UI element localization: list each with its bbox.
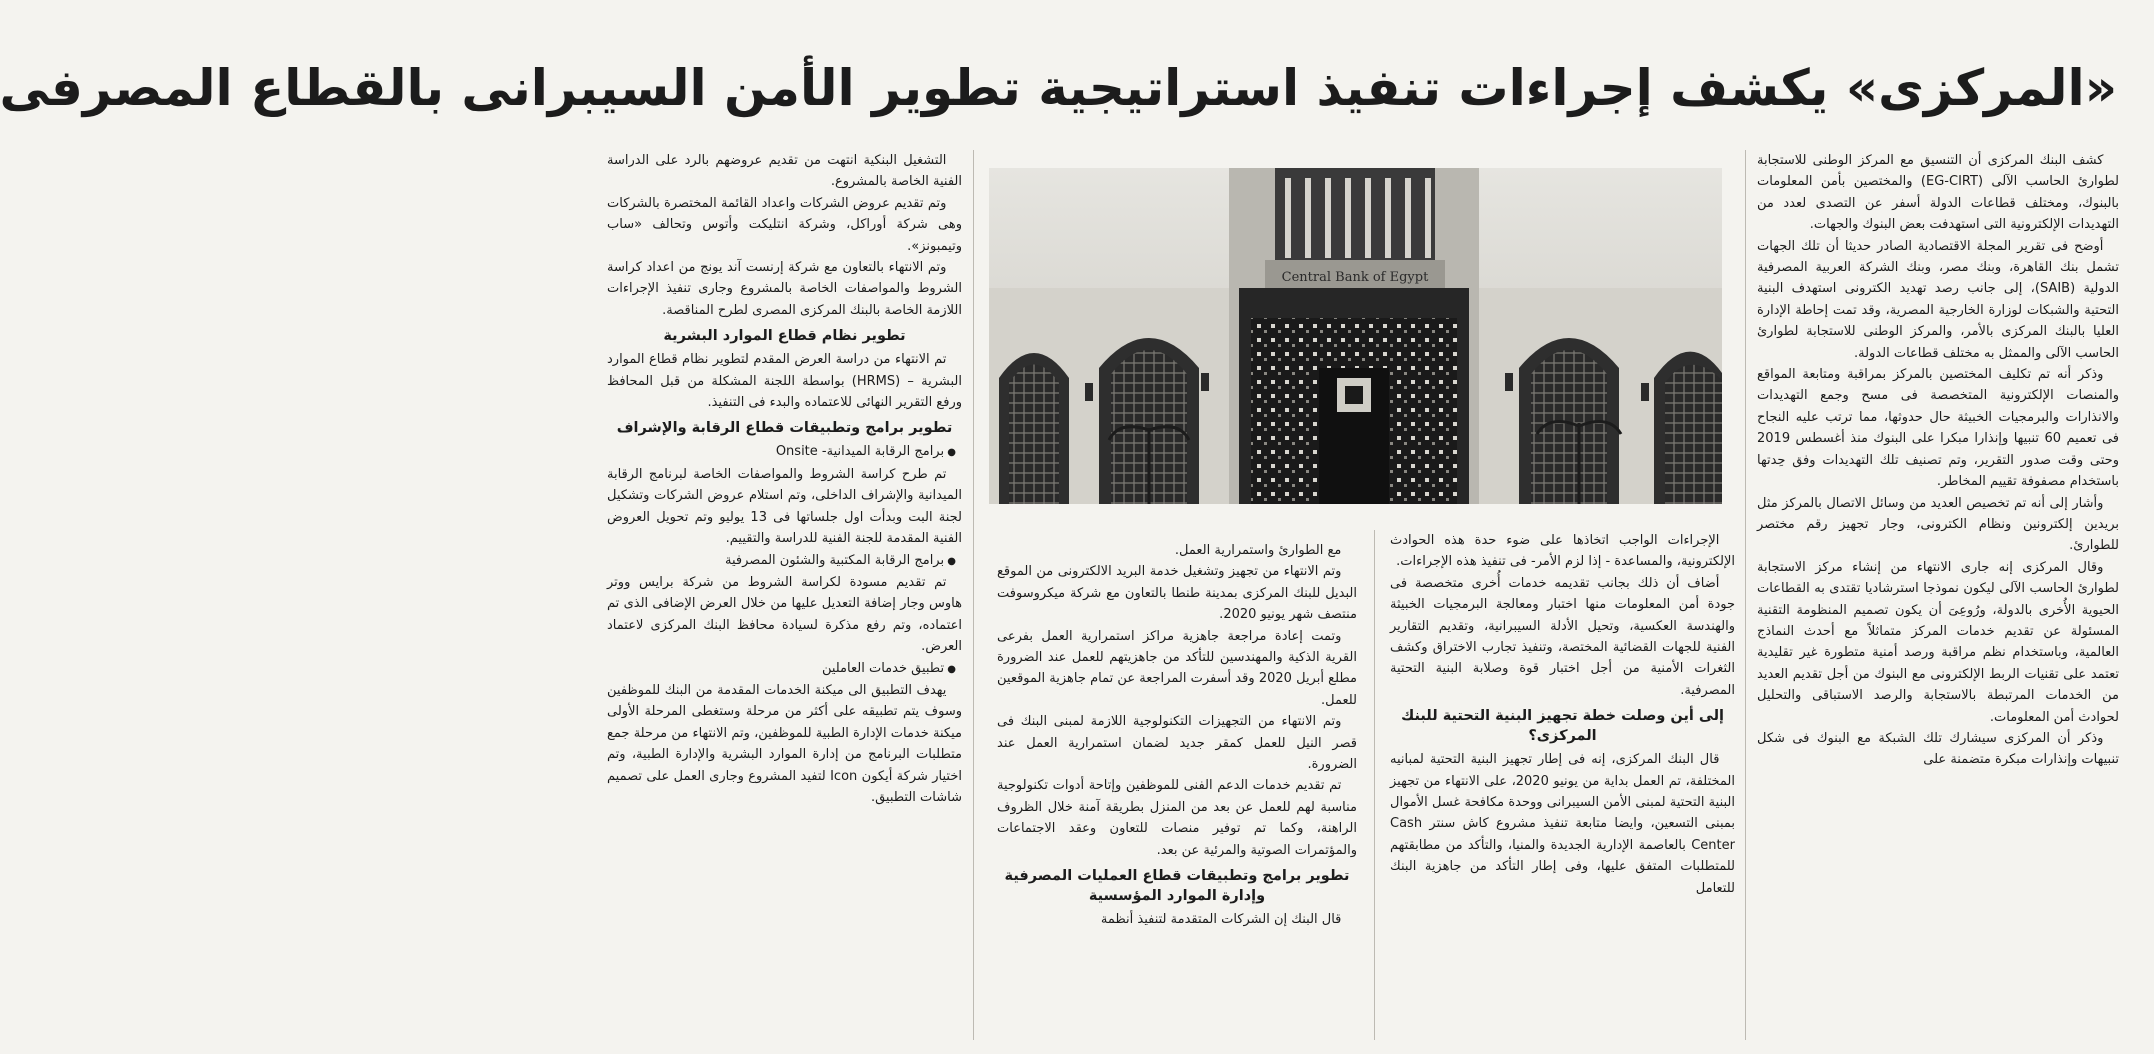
paragraph: أضاف أن ذلك بجانب تقديمه خدمات أُخرى متخصصة فى جودة أمن المعلومات منها اختبار ومعالجة البرمجيات الخبيثة والهندسة العكسية، وتحيل الأدلة السيبرانية، وتقديم التقارير الفنية للجهات القضائية المختصة، وتنفيذ تجارب الاختراق وكشف الثغرات الأمنية من أجل اختبار قوة وصلابة البنية التحتية المصرفية. <box>1390 575 1735 698</box>
paragraph: كشف البنك المركزى أن التنسيق مع المركز الوطنى للاستجابة لطوارئ الحاسب الآلى (EG-CIRT) والمختصين بأمن المعلومات بالبنوك، ومختلف قطاعات الدولة أسفر عن التصدى لعدد من التهديدات الإلكترونية التى استهدفت بعض البنوك والجهات. <box>1757 153 2119 233</box>
subheading: إلى أين وصلت خطة تجهيز البنية التحتية للبنك المركزى؟ <box>1400 708 1725 745</box>
paragraph: أوضح فى تقرير المجلة الاقتصادية الصادر حديثا أن تلك الجهات تشمل بنك القاهرة، وبنك مصر، وبنك الشركة العربية المصرفية الدولية (SAIB)، إلى جانب رصد تهديد الكترونى استهدف البنية التحتية والشبكات لوزارة الخارجية المصرية، وقد تمت إحاطة الإدارة العليا بالبنك المركزى بالأمر، والمركز الوطنى للاستجابة لطوارئ الحاسب الآلى والممثل به مختلف قطاعات الدولة. <box>1757 238 2119 361</box>
paragraph: قال البنك المركزى، إنه فى إطار تجهيز البنية التحتية لمبانيه المختلفة، تم العمل بداية من يونيو 2020، على الانتهاء من تجهيز البنية التحتية لمبنى الأمن السيبرانى ووحدة مكافحة غسل الأموال بمبنى التسعين، وايضا متابعة تنفيذ مشروع كاش سنتر Cash Center بالعاصمة الإدارية الجديدة والمنيا، والتأكد من مطابقتهم للمتطلبات المتفق عليها، وفى إطار التأكد من جاهزية البنك للتعامل <box>1390 752 1735 896</box>
paragraph: وأشار إلى أنه تم تخصيص العديد من وسائل الاتصال بالمركز مثل بريدين إلكترونين ونظام الكترونى، وجار تجهيز رقم مختصر للطوارئ. <box>1757 495 2119 554</box>
paragraph: وتمت إعادة مراجعة جاهزية مراكز استمرارية العمل بفرعى القرية الذكية والمهندسين للتأكد من جاهزيتهم للعمل عند الضرورة مطلع أبريل 2020 وقد أسفرت المراجعة عن تمام جاهزية الموقعين للعمل. <box>997 628 1358 708</box>
subheading: تطوير برامج وتطبيقات قطاع العمليات المصرفية وإدارة الموارد المؤسسية <box>1004 868 1350 905</box>
paragraph: وتم الانتهاء من تجهيز وتشغيل خدمة البريد الالكترونى من الموقع البديل للبنك المركزى بمدينة طنطا بالتعاون مع شركة ميكروسوفت منتصف شهر يونيو 2020. <box>997 564 1357 623</box>
paragraph: وقال المركزى إنه جارى الانتهاء من إنشاء مركز الاستجابة لطوارئ الحاسب الآلى ليكون نموذجا استرشاديا تقتدى به القطاعات الحيوية الأُخرى بالدولة، ورُوعِىَ أن يكون تصميم المنظومة التقنية المسئولة عن تقديم خدمات المركز متماثلاً مع أحدث النماذج العالمية، وباستخدام نظم مراقبة ورصد أمنية متطورة غير تقليدية تعتمد على تقنيات الربط الإلكترونى مع البنوك من أجل تقديم العديد من الخدمات المرتبطة بالاستجابة والرصد الاستباقى والتحليل لحوادث أمن المعلومات. <box>1757 559 2119 725</box>
paragraph: التشغيل البنكية انتهت من تقديم عروضهم بالرد على الدراسة الفنية الخاصة بالمشروع. <box>607 153 962 190</box>
bullet-item: ● تطبيق خدمات العاملين <box>607 658 962 680</box>
bullet-item: ● برامج الرقابة المكتبية والشئون المصرفية <box>607 550 962 572</box>
central-bank-photo <box>989 168 1722 504</box>
paragraph: تم تقديم خدمات الدعم الفنى للموظفين وإتاحة أدوات تكنولوجية مناسبة لهم للعمل عن بعد من المنزل بطريقة آمنة خلال الظروف الراهنة، وكما تم توفير منصات للتعاون وعقد الاجتماعات والمؤتمرات الصوتية والمرئية عن بعد. <box>997 778 1357 858</box>
paragraph: وذكر أنه تم تكليف المختصين بالمركز بمراقبة ومتابعة المواقع والمنصات الإلكترونية المتخصصة فى مسح وجمع التهديدات والانذارات والبرمجيات الخبيثة حال حدوثها، مما ترتب عليه النجاح فى تعميم 60 تنبيها وإنذارا مبكرا على البنوك منذ أغسطس 2019 وحتى وقت صدور التقرير، وتم تصنيف تلك التهديدات وفق حِدتها باستخدام مصفوفة تقييم المخاطر. <box>1757 367 2119 490</box>
article-column-3 <box>997 540 1357 1040</box>
paragraph: وتم الانتهاء من التجهيزات التكنولوجية اللازمة لمبنى البنك فى قصر النيل للعمل كمقر جديد لضمان استمرارية العمل عند الضرورة. <box>997 714 1357 773</box>
paragraph: يهدف التطبيق الى ميكنة الخدمات المقدمة من البنك للموظفين وسوف يتم تطبيقه على أكثر من مرحلة وستغطى المرحلة الأولى ميكنة خدمات الإدارة الطبية للموظفين، وتم الانتهاء من مرحلة جمع متطلبات البرنامج من إدارة الموارد البشرية والإدارة الطبية، وتم اختيار شركة أيكون Icon لتفيد المشروع وجارى العمل على تصميم شاشات التطبيق. <box>607 682 962 805</box>
subheading: تطوير برامج وتطبيقات قطاع الرقابة والإشراف <box>616 420 953 437</box>
paragraph: الإجراءات الواجب اتخاذها على ضوء حدة هذه الحوادث الإلكترونية، والمساعدة - إذا لزم الأمر- فى تنفيذ هذه الإجراءات. <box>1390 533 1735 570</box>
column-rule <box>1374 530 1375 1040</box>
column-rule <box>973 150 974 1040</box>
article-column-1 <box>1757 150 2119 1040</box>
bank-sign-text: Central Bank of Egypt <box>1281 270 1429 285</box>
paragraph: قال البنك إن الشركات المتقدمة لتنفيذ أنظمة <box>1100 912 1342 928</box>
bullet-item: ● برامج الرقابة الميدانية- Onsite <box>607 441 962 463</box>
paragraph: تم الانتهاء من دراسة العرض المقدم لتطوير نظام قطاع الموارد البشرية – (HRMS) بواسطة اللجنة المشكلة من قبل المحافظ ورفع التقرير النهائى للاعتماده والبدء فى التنفيذ. <box>607 352 962 411</box>
building-facade-image <box>989 168 1722 504</box>
paragraph: وذكر أن المركزى سيشارك تلك الشبكة مع البنوك فى شكل تنبيهات وإنذارات مبكرة متضمنة على <box>1757 730 2119 768</box>
article-column-2 <box>1390 530 1735 1040</box>
paragraph: مع الطوارئ واستمرارية العمل. <box>1174 543 1342 558</box>
paragraph: تم طرح كراسة الشروط والمواصفات الخاصة لبرنامج الرقابة الميدانية والإشراف الداخلى، وتم استلام عروض الشركات وتشكيل لجنة البت وبدأت اول جلساتها فى 13 يوليو وتم تحويل العروض الفنية المقدمة للجنة الفنية للدراسة والتقييم. <box>607 466 962 547</box>
subheading: تطوير نظام قطاع الموارد البشرية <box>663 328 906 345</box>
headline: «المركزى» يكشف إجراءات تنفيذ استراتيجية تطوير الأمن السيبرانى بالقطاع المصرفى <box>0 59 2117 117</box>
paragraph: تم تقديم مسودة لكراسة الشروط من شركة برايس ووتر هاوس وجار إضافة التعديل عليها من خلال العرض الإضافى الذى تم اعتماده، وتم رفع مذكرة لسيادة محافظ البنك المركزى لاعتماد العرض. <box>607 574 962 655</box>
paragraph: وتم تقديم عروض الشركات واعداد القائمة المختصرة بالشركات وهى شركة أوراكل، وشركة انتليكت وأتوس وتحالف «ساب وتيمبونز». <box>607 195 962 254</box>
article-column-4 <box>607 150 962 1040</box>
column-rule <box>1745 150 1746 1040</box>
paragraph: وتم الانتهاء بالتعاون مع شركة إرنست آند يونج من اعداد كراسة الشروط والمواصفات الخاصة بالمشروع وجارى تنفيذ الإجراءات اللازمة الخاصة بالبنك المركزى المصرى لطرح المناقصة. <box>607 260 962 318</box>
